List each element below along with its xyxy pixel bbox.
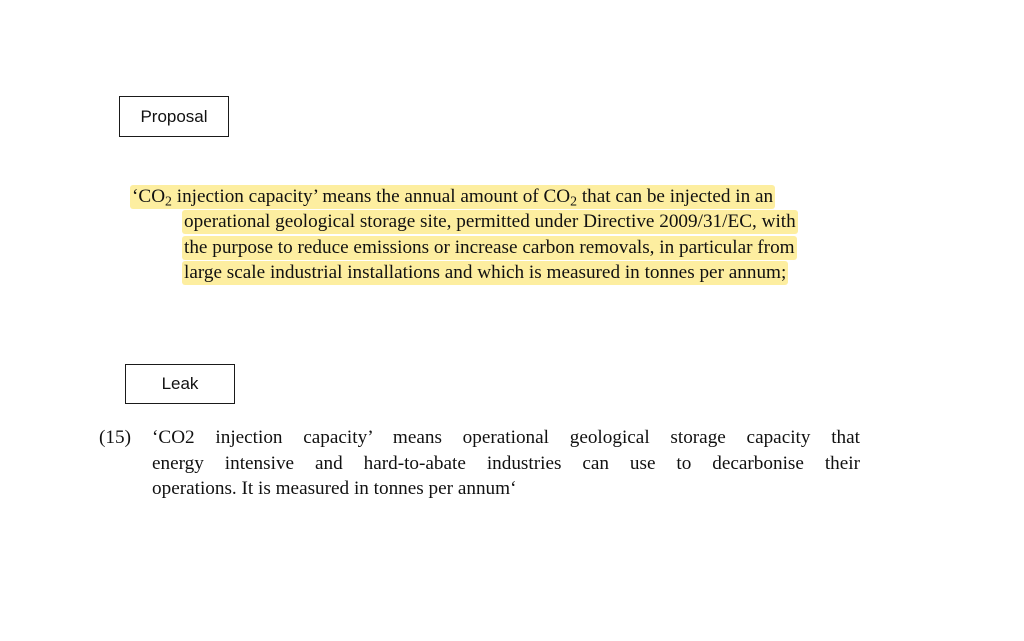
- proposal-label-box: [119, 96, 229, 137]
- leak-line-2: energy intensive and hard-to-abate industries can use to decarbonise their: [152, 452, 860, 474]
- highlight-span: operational geological storage site, permitted under Directive 2009/31/EC, with: [184, 211, 796, 233]
- proposal-line-1-end: that can be injected in an: [577, 186, 774, 207]
- leak-label-box: [125, 364, 235, 404]
- proposal-line-2: [130, 209, 890, 234]
- leak-line-1: ‘CO2 injection capacity’ means operational geological storage capacity that: [152, 427, 860, 448]
- leak-definition: [99, 425, 869, 502]
- leak-line-3: operations. It is measured in tonnes per annum‘: [152, 478, 517, 499]
- proposal-definition: [130, 184, 890, 285]
- subscript-2: 2: [165, 193, 172, 209]
- proposal-line-1: [130, 184, 890, 209]
- proposal-label: Proposal: [140, 106, 208, 126]
- paragraph-number: (15): [99, 427, 131, 448]
- subscript-2: 2: [570, 193, 578, 209]
- highlight-span: large scale industrial installations and which is measured in tonnes per annum;: [184, 261, 787, 283]
- proposal-line-4: [130, 260, 890, 285]
- proposal-line-1-start: ‘CO: [132, 186, 166, 207]
- proposal-line-3: [130, 235, 890, 260]
- proposal-line-1-middle: injection capacity’ means the annual amount of CO: [171, 186, 571, 207]
- highlight-span: the purpose to reduce emissions or increase carbon removals, in particular from: [184, 236, 795, 258]
- highlight-span: [130, 185, 775, 209]
- leak-definition-body: [152, 425, 860, 502]
- leak-label: Leak: [161, 374, 199, 393]
